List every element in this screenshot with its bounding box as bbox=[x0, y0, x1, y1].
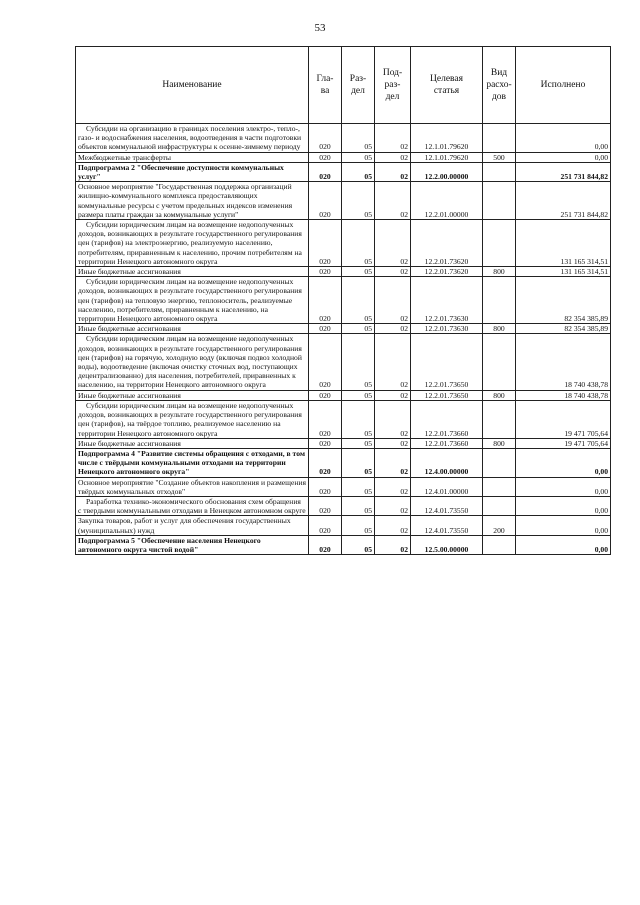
row-vid: 200 bbox=[483, 516, 516, 535]
row-razdel: 05 bbox=[342, 220, 375, 267]
table-row bbox=[76, 516, 611, 535]
row-target: 12.2.01.73630 bbox=[411, 277, 483, 324]
table-row bbox=[76, 324, 611, 334]
row-glava: 020 bbox=[309, 516, 342, 535]
row-name: Подпрограмма 2 "Обеспечение доступности коммунальных услуг" bbox=[76, 162, 309, 181]
row-podrazdel: 02 bbox=[375, 124, 411, 153]
table-body bbox=[76, 124, 611, 555]
row-amount: 0,00 bbox=[516, 477, 611, 496]
header-target: Целевая статья bbox=[411, 47, 483, 124]
table-row bbox=[76, 220, 611, 267]
row-razdel: 05 bbox=[342, 182, 375, 220]
row-amount: 0,00 bbox=[516, 448, 611, 477]
row-name: Иные бюджетные ассигнования bbox=[76, 390, 309, 400]
row-razdel: 05 bbox=[342, 152, 375, 162]
row-amount: 131 165 314,51 bbox=[516, 220, 611, 267]
row-target: 12.4.01.73550 bbox=[411, 516, 483, 535]
row-glava: 020 bbox=[309, 220, 342, 267]
row-razdel: 05 bbox=[342, 496, 375, 515]
row-vid bbox=[483, 182, 516, 220]
row-glava: 020 bbox=[309, 535, 342, 554]
row-podrazdel: 02 bbox=[375, 448, 411, 477]
row-podrazdel: 02 bbox=[375, 267, 411, 277]
table-row bbox=[76, 182, 611, 220]
row-amount: 82 354 385,89 bbox=[516, 324, 611, 334]
row-podrazdel: 02 bbox=[375, 516, 411, 535]
row-glava: 020 bbox=[309, 334, 342, 390]
row-glava: 020 bbox=[309, 124, 342, 153]
row-vid bbox=[483, 535, 516, 554]
table-row bbox=[76, 124, 611, 153]
row-vid bbox=[483, 334, 516, 390]
row-target: 12.2.01.73660 bbox=[411, 438, 483, 448]
table-header-row bbox=[76, 47, 611, 124]
row-amount: 19 471 705,64 bbox=[516, 438, 611, 448]
row-razdel: 05 bbox=[342, 277, 375, 324]
row-name: Иные бюджетные ассигнования bbox=[76, 438, 309, 448]
row-podrazdel: 02 bbox=[375, 324, 411, 334]
row-target: 12.4.01.73550 bbox=[411, 496, 483, 515]
row-vid: 500 bbox=[483, 152, 516, 162]
row-podrazdel: 02 bbox=[375, 182, 411, 220]
row-glava: 020 bbox=[309, 277, 342, 324]
table-row bbox=[76, 277, 611, 324]
table-row bbox=[76, 477, 611, 496]
header-glava: Гла- ва bbox=[309, 47, 342, 124]
row-name: Разработка технико-экономического обоснования схем обращения с твердыми коммунальными отходами в Ненецком автономном округе bbox=[76, 496, 309, 515]
row-target: 12.2.01.00000 bbox=[411, 182, 483, 220]
row-vid bbox=[483, 277, 516, 324]
table-row bbox=[76, 162, 611, 181]
row-glava: 020 bbox=[309, 152, 342, 162]
row-razdel: 05 bbox=[342, 162, 375, 181]
row-glava: 020 bbox=[309, 182, 342, 220]
row-glava: 020 bbox=[309, 324, 342, 334]
row-podrazdel: 02 bbox=[375, 220, 411, 267]
row-amount: 0,00 bbox=[516, 516, 611, 535]
row-vid: 800 bbox=[483, 324, 516, 334]
row-vid: 800 bbox=[483, 438, 516, 448]
row-vid bbox=[483, 448, 516, 477]
row-vid bbox=[483, 124, 516, 153]
header-vid: Вид расхо- дов bbox=[483, 47, 516, 124]
row-amount: 18 740 438,78 bbox=[516, 334, 611, 390]
page-number: 53 bbox=[314, 22, 326, 34]
row-podrazdel: 02 bbox=[375, 162, 411, 181]
row-glava: 020 bbox=[309, 477, 342, 496]
row-amount: 18 740 438,78 bbox=[516, 390, 611, 400]
row-glava: 020 bbox=[309, 438, 342, 448]
row-vid bbox=[483, 496, 516, 515]
row-amount: 19 471 705,64 bbox=[516, 400, 611, 438]
row-glava: 020 bbox=[309, 162, 342, 181]
row-amount: 0,00 bbox=[516, 535, 611, 554]
row-target: 12.2.00.00000 bbox=[411, 162, 483, 181]
row-name: Иные бюджетные ассигнования bbox=[76, 324, 309, 334]
budget-table bbox=[75, 46, 611, 555]
row-podrazdel: 02 bbox=[375, 334, 411, 390]
row-podrazdel: 02 bbox=[375, 496, 411, 515]
row-target: 12.4.00.00000 bbox=[411, 448, 483, 477]
row-name: Субсидии на организацию в границах поселения электро-, тепло-, газо- и водоснабжения населения, водоотведения в части подготовки объектов коммунальной инфраструктуры к осенне-зимнему периоду bbox=[76, 124, 309, 153]
row-vid bbox=[483, 220, 516, 267]
row-target: 12.1.01.79620 bbox=[411, 124, 483, 153]
row-podrazdel: 02 bbox=[375, 438, 411, 448]
row-glava: 020 bbox=[309, 267, 342, 277]
row-vid: 800 bbox=[483, 267, 516, 277]
header-razdel: Раз- дел bbox=[342, 47, 375, 124]
row-razdel: 05 bbox=[342, 535, 375, 554]
row-podrazdel: 02 bbox=[375, 277, 411, 324]
table-row bbox=[76, 267, 611, 277]
row-glava: 020 bbox=[309, 496, 342, 515]
row-razdel: 05 bbox=[342, 400, 375, 438]
row-amount: 251 731 844,82 bbox=[516, 162, 611, 181]
row-podrazdel: 02 bbox=[375, 477, 411, 496]
table-row bbox=[76, 152, 611, 162]
row-target: 12.1.01.79620 bbox=[411, 152, 483, 162]
row-podrazdel: 02 bbox=[375, 390, 411, 400]
row-name: Закупка товаров, работ и услуг для обеспечения государственных (муниципальных) нужд bbox=[76, 516, 309, 535]
row-target: 12.2.01.73660 bbox=[411, 400, 483, 438]
row-name: Подпрограмма 4 "Развитие системы обращения с отходами, в том числе с твёрдыми коммунальными отходами на территории Ненецкого автономного округа" bbox=[76, 448, 309, 477]
row-target: 12.2.01.73620 bbox=[411, 220, 483, 267]
table-row bbox=[76, 334, 611, 390]
row-amount: 82 354 385,89 bbox=[516, 277, 611, 324]
row-glava: 020 bbox=[309, 400, 342, 438]
row-amount: 0,00 bbox=[516, 124, 611, 153]
table-row bbox=[76, 535, 611, 554]
row-target: 12.5.00.00000 bbox=[411, 535, 483, 554]
row-razdel: 05 bbox=[342, 477, 375, 496]
row-razdel: 05 bbox=[342, 124, 375, 153]
row-target: 12.4.01.00000 bbox=[411, 477, 483, 496]
row-podrazdel: 02 bbox=[375, 400, 411, 438]
row-razdel: 05 bbox=[342, 390, 375, 400]
row-name: Субсидии юридическим лицам на возмещение недополученных доходов, возникающих в результате государственного регулирования цен (тарифов) на горячую, холодную воду (включая подвоз холодной воды), водоотведение (включая очистку сточных вод, поступающих децентрализованно) для населения, потребителей, приравненных к населению, на территории Ненецкого автономного округа bbox=[76, 334, 309, 390]
row-name: Субсидии юридическим лицам на возмещение недополученных доходов, возникающих в результате государственного регулирования цен (тарифов), на твёрдое топливо, реализуемое населению на территории Ненецкого автономного округа bbox=[76, 400, 309, 438]
row-vid bbox=[483, 477, 516, 496]
row-podrazdel: 02 bbox=[375, 535, 411, 554]
row-target: 12.2.01.73650 bbox=[411, 390, 483, 400]
table-row bbox=[76, 400, 611, 438]
table-row bbox=[76, 438, 611, 448]
row-target: 12.2.01.73620 bbox=[411, 267, 483, 277]
row-name: Подпрограмма 5 "Обеспечение населения Ненецкого автономного округа чистой водой" bbox=[76, 535, 309, 554]
row-razdel: 05 bbox=[342, 448, 375, 477]
header-name: Наименование bbox=[76, 47, 309, 124]
row-razdel: 05 bbox=[342, 324, 375, 334]
header-done: Исполнено bbox=[516, 47, 611, 124]
row-name: Субсидии юридическим лицам на возмещение недополученных доходов, возникающих в результате государственного регулирования цен (тарифов) на тепловую энергию, теплоноситель, реализуемые населению, потребителям, приравненным к населению, на территории Ненецкого автономного округа bbox=[76, 277, 309, 324]
row-name: Иные бюджетные ассигнования bbox=[76, 267, 309, 277]
table-row bbox=[76, 496, 611, 515]
table-row bbox=[76, 448, 611, 477]
row-target: 12.2.01.73650 bbox=[411, 334, 483, 390]
table-row bbox=[76, 390, 611, 400]
row-amount: 0,00 bbox=[516, 496, 611, 515]
row-name: Межбюджетные трансферты bbox=[76, 152, 309, 162]
row-amount: 131 165 314,51 bbox=[516, 267, 611, 277]
row-name: Основное мероприятие "Создание объектов накопления и размещения твёрдых коммунальных отходов" bbox=[76, 477, 309, 496]
row-razdel: 05 bbox=[342, 267, 375, 277]
row-name: Основное мероприятие "Государственная поддержка организаций жилищно-коммунального комплекса предоставляющих коммунальные ресурсы с учетом предельных индексов изменения размера платы граждан за коммунальные услуги" bbox=[76, 182, 309, 220]
row-vid: 800 bbox=[483, 390, 516, 400]
row-razdel: 05 bbox=[342, 438, 375, 448]
row-target: 12.2.01.73630 bbox=[411, 324, 483, 334]
row-podrazdel: 02 bbox=[375, 152, 411, 162]
header-podrazdel: Под- раз- дел bbox=[375, 47, 411, 124]
row-amount: 0,00 bbox=[516, 152, 611, 162]
row-amount: 251 731 844,82 bbox=[516, 182, 611, 220]
row-vid bbox=[483, 162, 516, 181]
row-glava: 020 bbox=[309, 390, 342, 400]
row-name: Субсидии юридическим лицам на возмещение недополученных доходов, возникающих в результате государственного регулирования цен (тарифов) на электроэнергию, реализуемую населению, потребителям, приравненным к населению, прочим потребителям на территории Ненецкого автономного округа bbox=[76, 220, 309, 267]
row-glava: 020 bbox=[309, 448, 342, 477]
row-vid bbox=[483, 400, 516, 438]
row-razdel: 05 bbox=[342, 516, 375, 535]
row-razdel: 05 bbox=[342, 334, 375, 390]
